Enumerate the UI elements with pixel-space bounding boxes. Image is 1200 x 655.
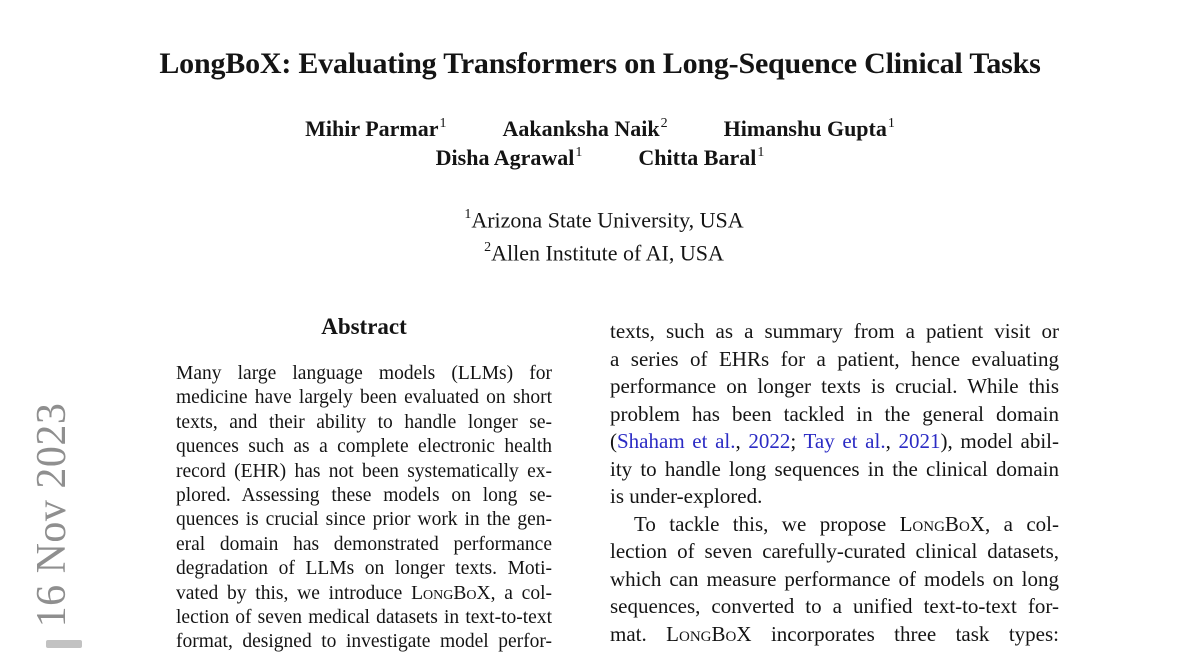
text-span: eral domain has demonstrated performance bbox=[176, 533, 552, 555]
text-span: performance on longer texts is crucial. While this bbox=[610, 374, 1059, 398]
citation-link[interactable]: 2022 bbox=[748, 429, 791, 453]
text-span: medicine have largely been evaluated on short bbox=[176, 387, 552, 409]
author-affiliation-superscript: 1 bbox=[757, 144, 765, 160]
text-line bbox=[176, 435, 552, 459]
abstract-heading: Abstract bbox=[321, 314, 407, 339]
text-line bbox=[176, 460, 552, 484]
affiliation-line: $^2$Allen Institute of AI, USA bbox=[484, 239, 724, 266]
text-span: vated by this, we introduce bbox=[176, 582, 412, 604]
text-span: quences such as a complete electronic health bbox=[176, 436, 552, 458]
text-span: degradation of LLMs on longer texts. Moti- bbox=[176, 558, 552, 580]
text-span: is under-explored. bbox=[610, 484, 763, 508]
author-name: Disha Agrawal$^1$ bbox=[435, 144, 583, 170]
text-line bbox=[610, 318, 1059, 346]
longbox-smallcaps-name: LongBoX bbox=[411, 582, 491, 604]
abstract-text-column bbox=[176, 362, 552, 655]
text-line bbox=[176, 362, 552, 386]
text-span: sequences, converted to a unified text-to-text for- bbox=[610, 594, 1059, 618]
text-span: record (EHR) has not been systematically ex- bbox=[176, 460, 552, 482]
text-span: lection of seven carefully-curated clinical datasets, bbox=[610, 539, 1059, 563]
author-name: Mihir Parmar$^1$ bbox=[305, 115, 447, 141]
citation-link[interactable]: 2021 bbox=[898, 429, 941, 453]
text-span: lection of seven medical datasets in text-to-text bbox=[176, 607, 552, 629]
text-line bbox=[176, 582, 552, 606]
text-line bbox=[610, 538, 1059, 566]
citation-link[interactable]: Tay et al. bbox=[803, 429, 886, 453]
introduction-text-column bbox=[610, 318, 1059, 648]
text-span: problem has been tackled in the general domain bbox=[610, 401, 1059, 426]
text-span: a series of EHRs for a patient, hence evaluating bbox=[610, 346, 1059, 371]
affiliation-line: $^1$Arizona State University, USA bbox=[464, 207, 744, 233]
text-span: , a col- bbox=[984, 511, 1059, 536]
text-line bbox=[176, 484, 552, 508]
text-line bbox=[176, 557, 552, 581]
text-span: quences is crucial since prior work in the gen- bbox=[176, 509, 552, 531]
text-span: , a col- bbox=[490, 582, 552, 604]
text-span: format, designed to investigate model perfor- bbox=[176, 631, 552, 653]
author-affiliation-superscript: 2 bbox=[660, 115, 668, 131]
longbox-smallcaps-name: LongBoX bbox=[666, 621, 752, 646]
author-list-row-1 bbox=[0, 116, 1200, 142]
text-line bbox=[610, 456, 1059, 484]
text-line bbox=[610, 483, 1059, 511]
text-line bbox=[176, 533, 552, 557]
longbox-smallcaps-name: LongBoX bbox=[899, 511, 985, 536]
text-span: ), model abil- bbox=[940, 429, 1059, 453]
text-span: texts, such as a summary from a patient visit or bbox=[610, 319, 1059, 343]
text-span: , bbox=[735, 429, 749, 453]
text-span: ( bbox=[610, 429, 617, 453]
text-span: ity to handle long sequences in the clinical domain bbox=[610, 456, 1059, 481]
text-line bbox=[610, 346, 1059, 374]
text-span: Many large language models (LLMs) for bbox=[176, 363, 552, 384]
text-line bbox=[176, 386, 552, 410]
text-line bbox=[176, 411, 552, 435]
text-line bbox=[610, 511, 1059, 539]
arxiv-watermark-clipped-glyph bbox=[46, 640, 82, 648]
text-span: mat. bbox=[610, 621, 667, 646]
author-name: Aakanksha Naik$^2$ bbox=[502, 115, 668, 141]
text-span: ; bbox=[790, 429, 804, 453]
author-name: Chitta Baral$^1$ bbox=[638, 144, 765, 170]
paper-title: LongBoX: Evaluating Transformers on Long-Sequence Clinical Tasks bbox=[159, 47, 1041, 80]
text-line bbox=[176, 630, 552, 654]
text-line bbox=[610, 566, 1059, 594]
text-line bbox=[176, 508, 552, 532]
author-list-row-2 bbox=[0, 145, 1200, 171]
arxiv-date-watermark: 16 Nov 2023 bbox=[29, 402, 75, 628]
author-name: Himanshu Gupta$^1$ bbox=[723, 115, 895, 141]
text-span: which can measure performance of models on long bbox=[610, 566, 1059, 591]
text-line bbox=[610, 621, 1059, 649]
text-span: texts, and their ability to handle longer se- bbox=[176, 411, 552, 433]
text-span: plored. Assessing these models on long se- bbox=[176, 485, 552, 507]
text-span: , bbox=[885, 429, 899, 453]
text-span: To tackle this, we propose bbox=[634, 511, 900, 536]
text-line bbox=[176, 606, 552, 630]
author-affiliation-superscript: 1 bbox=[439, 115, 447, 131]
author-affiliation-superscript: 1 bbox=[887, 115, 895, 131]
author-affiliation-superscript: 1 bbox=[575, 144, 583, 160]
text-line bbox=[610, 401, 1059, 429]
citation-link[interactable]: Shaham et al. bbox=[617, 429, 736, 453]
text-line bbox=[610, 373, 1059, 401]
affiliation-list bbox=[0, 202, 1200, 268]
text-line bbox=[610, 593, 1059, 621]
text-line bbox=[610, 428, 1059, 456]
text-span: incorporates three task types: bbox=[751, 621, 1059, 646]
